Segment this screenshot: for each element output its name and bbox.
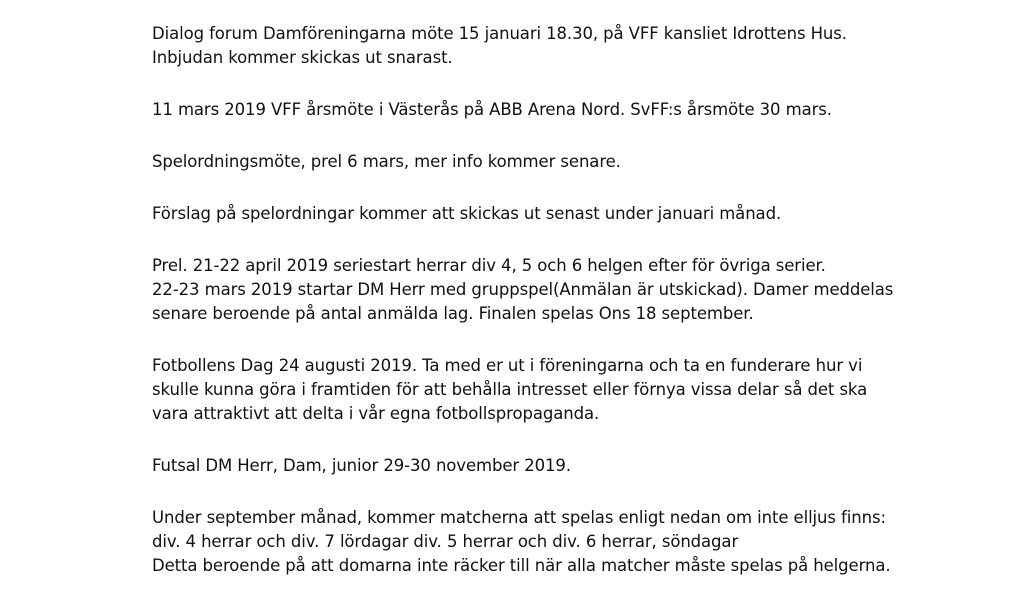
text-line: Inbjudan kommer skickas ut snarast. xyxy=(152,48,453,67)
paragraph-dialog-forum xyxy=(152,22,1012,70)
paragraph-forslag xyxy=(152,202,1012,226)
paragraph-futsal xyxy=(152,454,1012,478)
text-line: Detta beroende på att domarna inte räcker till när alla matcher måste spelas på helgerna. xyxy=(152,556,891,575)
text-line: skulle kunna göra i framtiden för att behålla intresset eller förnya vissa delar så det ska xyxy=(152,380,868,399)
text-line: 22-23 mars 2019 startar DM Herr med gruppspel(Anmälan är utskickad). Damer meddelas xyxy=(152,280,894,299)
text-line: vara attraktivt att delta i vår egna fotbollspropaganda. xyxy=(152,404,600,423)
paragraph-september xyxy=(152,506,1012,578)
text-line: Dialog forum Damföreningarna möte 15 januari 18.30, på VFF kansliet Idrottens Hus. xyxy=(152,24,847,43)
paragraph-fotbollens-dag xyxy=(152,354,1012,426)
text-line: 11 mars 2019 VFF årsmöte i Västerås på ABB Arena Nord. SvFF:s årsmöte 30 mars. xyxy=(152,100,832,119)
document-body xyxy=(152,22,1012,606)
text-line: Under september månad, kommer matcherna att spelas enligt nedan om inte elljus finns: xyxy=(152,508,886,527)
text-line: Spelordningsmöte, prel 6 mars, mer info kommer senare. xyxy=(152,152,621,171)
paragraph-spelordningsmote xyxy=(152,150,1012,174)
text-line: Prel. 21-22 april 2019 seriestart herrar div 4, 5 och 6 helgen efter för övriga serier. xyxy=(152,256,826,275)
paragraph-seriestart xyxy=(152,254,1012,326)
text-line: Fotbollens Dag 24 augusti 2019. Ta med er ut i föreningarna och ta en funderare hur vi xyxy=(152,356,863,375)
text-line: senare beroende på antal anmälda lag. Finalen spelas Ons 18 september. xyxy=(152,304,754,323)
text-line: Futsal DM Herr, Dam, junior 29-30 november 2019. xyxy=(152,456,571,475)
paragraph-arsmote xyxy=(152,98,1012,122)
text-line: div. 4 herrar och div. 7 lördagar div. 5 herrar och div. 6 herrar, söndagar xyxy=(152,532,739,551)
text-line: Förslag på spelordningar kommer att skickas ut senast under januari månad. xyxy=(152,204,782,223)
